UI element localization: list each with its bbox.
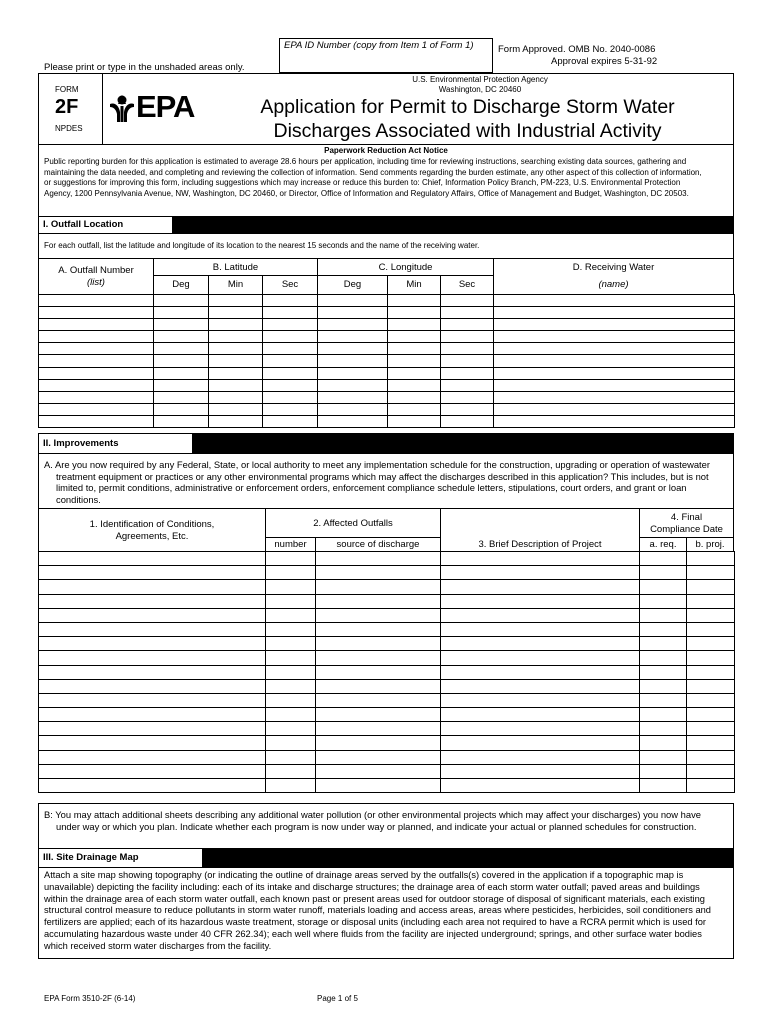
footer-form-id: EPA Form 3510-2F (6-14)	[44, 994, 136, 1003]
table-row	[39, 319, 735, 331]
print-instruction: Please print or type in the unshaded areas only.	[44, 62, 245, 73]
col-longitude: C. Longitude	[317, 258, 494, 276]
table-row	[39, 736, 735, 750]
lat-sec: Sec	[262, 275, 318, 295]
paperwork-body: Public reporting burden for this application is estimated to average 28.6 hours per application, including time for reviewing instructions, searching existing data sources, gathering and maintaining the data needed, and completing and reviewing the collection of information. Send comments regarding the burden estimate, any other aspect of this collection of information, or suggestions for improving this form, including suggestions which may increase or reduce this burden to: Chief, Information Policy Branch, PM-223, U.S. Environmental Protection Agency, 1200 Pennsylvania Avenue, NW, Washington, DC 20460, or Director, Office of Information and Regulatory Affairs, Office of Management and Budget, Washington, DC 20503.	[44, 157, 702, 198]
col-affected-outfalls: 2. Affected Outfalls	[265, 508, 441, 538]
epa-id-label: EPA ID Number (copy from Item 1 of Form 1)	[284, 40, 474, 51]
form-number: 2F	[55, 96, 79, 118]
site-drainage-body: Attach a site map showing topography (or indicating the outline of drainage areas served by the outfalls(s) covered in the application if a topographic map is unavailable) depicting the facility including: each of its intake and discharge structures; the drainage area of each storm water outfall; paved areas and buildings within the drainage area of each storm water outfall, each known past or present areas used for outdoor storage of disposal of significant materials, each existing structural control measure to reduce pollutants in storm water runoff, materials loading and access areas, areas where pesticides, herbicides, soil conditioners and fertilizers are applied; each of its hazardous waste treatment, storage or disposal units (including each area not required to have a RCRA permit which is used for accumulating hazardous waste under 40 CFR 262.34); each well where fluids from the facility are injected underground; springs, and other surface water bodies which received storm water discharges from the facility.	[44, 870, 711, 951]
table-row	[39, 764, 735, 778]
paperwork-title: Paperwork Reduction Act Notice	[324, 146, 448, 155]
table-row	[39, 391, 735, 403]
question-b: B: You may attach additional sheets describing any additional water pollution (or other environmental projects which may affect your discharges) you now have under way or which you plan. Indicate whether each program is now under way or planned, and indicate your actual or planned schedules for construction.	[44, 809, 701, 832]
table-row	[39, 379, 735, 391]
approval-expires: Approval expires 5-31-92	[551, 56, 658, 67]
epa-logo	[107, 89, 199, 124]
table-row	[39, 679, 735, 693]
table-row	[39, 343, 735, 355]
table-row	[39, 637, 735, 651]
table-row	[39, 594, 735, 608]
section3-title: III. Site Drainage Map	[39, 849, 202, 867]
col-receiving-water: D. Receiving Water (name)	[493, 258, 734, 295]
col-req: a. req.	[639, 537, 687, 552]
table-row	[39, 651, 735, 665]
table-row	[39, 355, 735, 367]
table-row	[39, 566, 735, 580]
lon-deg: Deg	[317, 275, 388, 295]
epa-id-field[interactable]	[279, 38, 493, 73]
section1-title: I. Outfall Location	[39, 217, 172, 233]
section1-instruction: For each outfall, list the latitude and longitude of its location to the nearest 15 seconds and the name of the receiving water.	[44, 241, 480, 250]
footer-page: Page 1 of 5	[317, 994, 358, 1003]
agency-line2: Washington, DC 20460	[438, 85, 522, 94]
table-row	[39, 665, 735, 679]
form-approved: Form Approved. OMB No. 2040-0086	[498, 44, 656, 55]
table-row	[39, 779, 735, 793]
col-number: number	[265, 537, 316, 552]
lon-sec: Sec	[440, 275, 494, 295]
table-row	[39, 367, 735, 379]
table-row	[39, 622, 735, 636]
table-row	[39, 708, 735, 722]
question-a: A. Are you now required by any Federal, State, or local authority to meet any implementation schedule for the construction, upgrading or operation of wastewater treatment equipment or practices or any other environmental programs which may affect the discharges described in this application? This includes, but is not limited to, permit conditions, administrative or enforcement orders, enforcement compliance schedule letters, stipulations, court orders, and grant or loan conditions.	[44, 459, 710, 505]
table-row	[39, 295, 735, 307]
improvements-table[interactable]	[38, 551, 735, 793]
outfall-table[interactable]	[38, 294, 735, 428]
table-row	[39, 552, 735, 566]
table-row	[39, 750, 735, 764]
form-title-line2: Discharges Associated with Industrial Activity	[273, 120, 662, 142]
table-row	[39, 331, 735, 343]
col-outfall-number: A. Outfall Number (list)	[38, 258, 154, 295]
epa-flower-icon	[107, 92, 137, 124]
form-label: FORM	[55, 85, 79, 94]
table-row	[39, 722, 735, 736]
col-description: 3. Brief Description of Project	[440, 508, 640, 552]
col-compliance-date: 4. Final Compliance Date	[639, 508, 734, 538]
lon-min: Min	[387, 275, 441, 295]
col-proj: b. proj.	[686, 537, 734, 552]
col-latitude: B. Latitude	[153, 258, 318, 276]
form-title-line1: Application for Permit to Discharge Storm Water	[260, 96, 675, 118]
table-row	[39, 693, 735, 707]
col-source: source of discharge	[315, 537, 441, 552]
agency-line1: U.S. Environmental Protection Agency	[412, 75, 548, 84]
lat-min: Min	[208, 275, 263, 295]
lat-deg: Deg	[153, 275, 209, 295]
npdes-label: NPDES	[55, 124, 83, 133]
epa-logo-text: EPA	[136, 89, 195, 124]
table-row	[39, 608, 735, 622]
section2-title: II. Improvements	[39, 434, 192, 453]
table-row	[39, 307, 735, 319]
table-row	[39, 415, 735, 427]
table-row	[39, 580, 735, 594]
table-row	[39, 403, 735, 415]
col-identification: 1. Identification of Conditions, Agreements, Etc.	[38, 508, 266, 552]
